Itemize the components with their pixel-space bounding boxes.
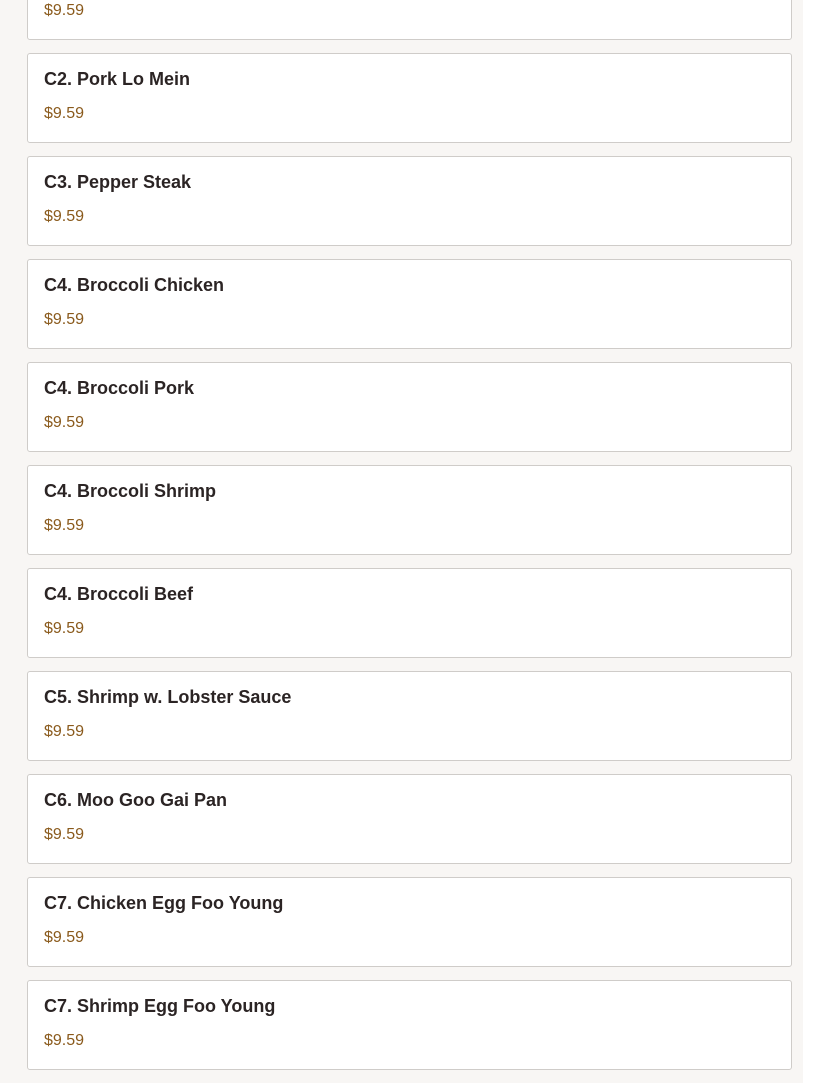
menu-item-price: $9.59 bbox=[44, 1032, 85, 1049]
menu-item-card[interactable] bbox=[27, 259, 792, 349]
menu-item-card[interactable] bbox=[27, 0, 792, 40]
menu-item-name: C3. Pepper Steak bbox=[44, 172, 192, 192]
menu-item-price: $9.59 bbox=[44, 517, 85, 534]
menu-item-name: C7. Shrimp Egg Foo Young bbox=[44, 996, 276, 1016]
menu-item-price: $9.59 bbox=[44, 414, 85, 431]
menu-item-price: $9.59 bbox=[44, 620, 85, 637]
menu-item-price: $9.59 bbox=[44, 826, 85, 843]
menu-item-price: $9.59 bbox=[44, 2, 85, 19]
menu-item-name: C4. Broccoli Chicken bbox=[44, 275, 225, 295]
menu-item-card[interactable] bbox=[27, 671, 792, 761]
menu-item-card[interactable] bbox=[27, 774, 792, 864]
menu-item-card[interactable] bbox=[27, 877, 792, 967]
menu-item-name: C4. Broccoli Pork bbox=[44, 378, 195, 398]
menu-item-card[interactable] bbox=[27, 362, 792, 452]
menu-item-name: C2. Pork Lo Mein bbox=[44, 69, 191, 89]
menu-item-card[interactable] bbox=[27, 53, 792, 143]
menu-item-price: $9.59 bbox=[44, 723, 85, 740]
menu-item-name: C6. Moo Goo Gai Pan bbox=[44, 790, 228, 810]
menu-item-price: $9.59 bbox=[44, 208, 85, 225]
menu-item-card[interactable] bbox=[27, 568, 792, 658]
menu-item-name: C7. Chicken Egg Foo Young bbox=[44, 893, 284, 913]
menu-item-name: C5. Shrimp w. Lobster Sauce bbox=[44, 687, 292, 707]
menu-item-price: $9.59 bbox=[44, 929, 85, 946]
menu-item-price: $9.59 bbox=[44, 105, 85, 122]
menu-item-card[interactable] bbox=[27, 465, 792, 555]
menu-item-price: $9.59 bbox=[44, 311, 85, 328]
menu-item-name: C4. Broccoli Beef bbox=[44, 584, 194, 604]
menu-item-card[interactable] bbox=[27, 156, 792, 246]
menu-item-name: C4. Broccoli Shrimp bbox=[44, 481, 217, 501]
right-gutter bbox=[803, 0, 824, 1083]
menu-item-card[interactable] bbox=[27, 980, 792, 1070]
